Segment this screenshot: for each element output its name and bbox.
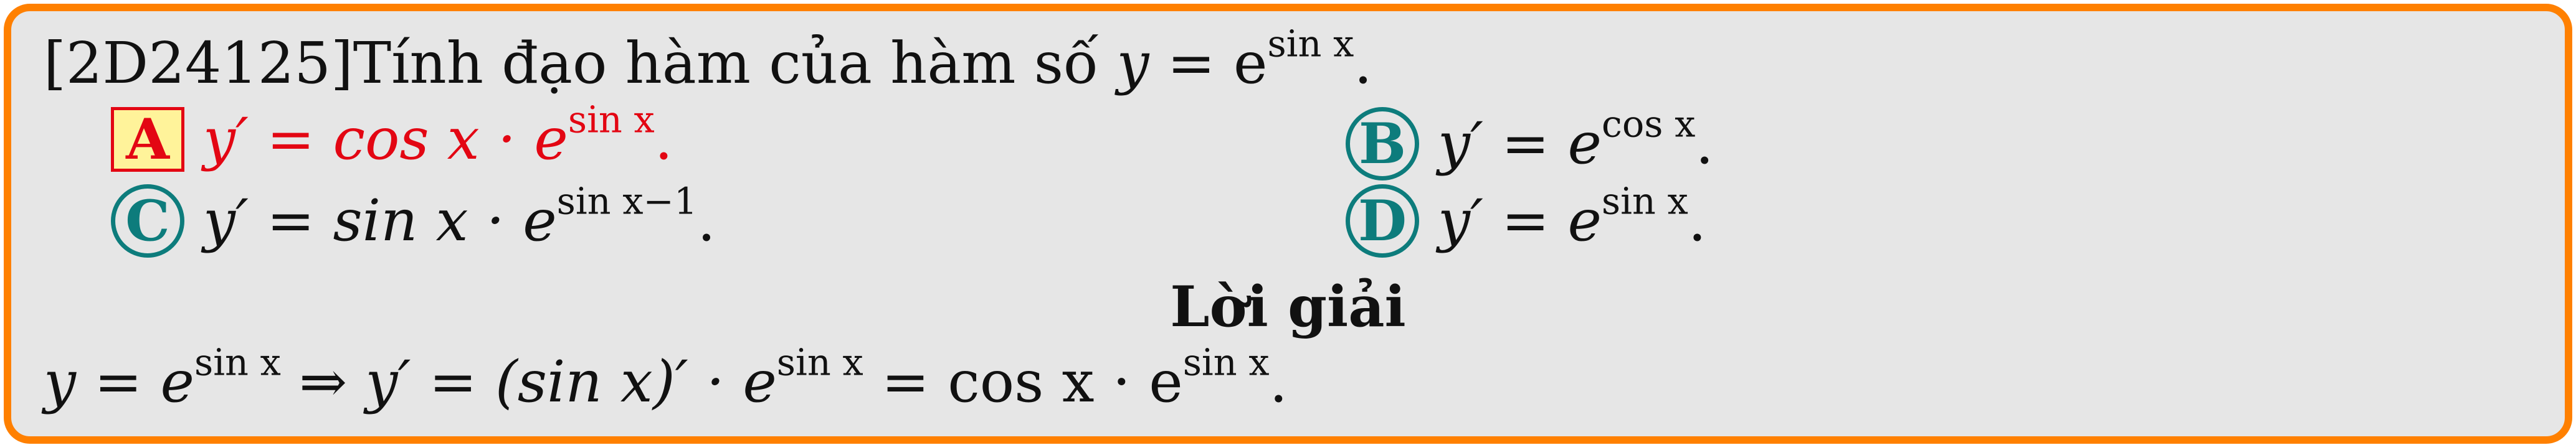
option-d-formula: [1438, 179, 1707, 254]
option-b-exponent: cos x: [1601, 102, 1696, 146]
option-d-end: .: [1688, 187, 1707, 254]
option-d[interactable]: [1346, 179, 1707, 258]
solution-exp-3: sin x: [1182, 340, 1270, 384]
option-a-exponent: sin x: [568, 98, 655, 141]
solution-exp-1: sin x: [194, 340, 281, 384]
option-b-badge: B: [1346, 107, 1419, 180]
solution-part-1: y = e: [44, 349, 194, 415]
solution-part-4: .: [1269, 349, 1288, 415]
question-text: Tính đạo hàm của hàm số: [353, 30, 1117, 96]
option-c-badge: C: [111, 184, 184, 258]
option-c-exponent: sin x−1: [556, 179, 698, 223]
solution-exp-2: sin x: [776, 340, 863, 384]
question-line: [44, 22, 1372, 96]
option-d-badge: D: [1346, 184, 1419, 258]
option-a-lhs: y′ = cos x · e: [203, 106, 568, 172]
option-a[interactable]: [111, 98, 673, 172]
option-a-formula: [203, 98, 673, 172]
option-c-end: .: [697, 187, 716, 254]
option-a-end: .: [654, 106, 673, 172]
option-d-exponent: sin x: [1601, 179, 1688, 223]
question-exponent: sin x: [1267, 22, 1354, 65]
question-equals-e: = e: [1149, 30, 1268, 96]
option-c-formula: [203, 179, 716, 254]
question-end: .: [1354, 30, 1372, 96]
question-id: [2D24125]: [44, 30, 353, 96]
question-function-lhs: y: [1116, 30, 1149, 96]
option-b-lhs: y′ = e: [1438, 110, 1602, 177]
option-c-lhs: y′ = sin x · e: [203, 187, 557, 254]
option-b-formula: [1438, 102, 1714, 177]
solution-part-2: ⇒ y′ = (sin x)′ · e: [280, 349, 777, 415]
solution-heading: Lời giải: [1170, 274, 1406, 340]
option-c[interactable]: [111, 179, 716, 258]
option-d-lhs: y′ = e: [1438, 187, 1602, 254]
option-b[interactable]: [1346, 102, 1714, 180]
option-a-badge: A: [111, 107, 184, 172]
solution-line: [44, 340, 1288, 415]
solution-part-3: = cos x · e: [863, 349, 1183, 415]
option-b-end: .: [1695, 110, 1714, 177]
